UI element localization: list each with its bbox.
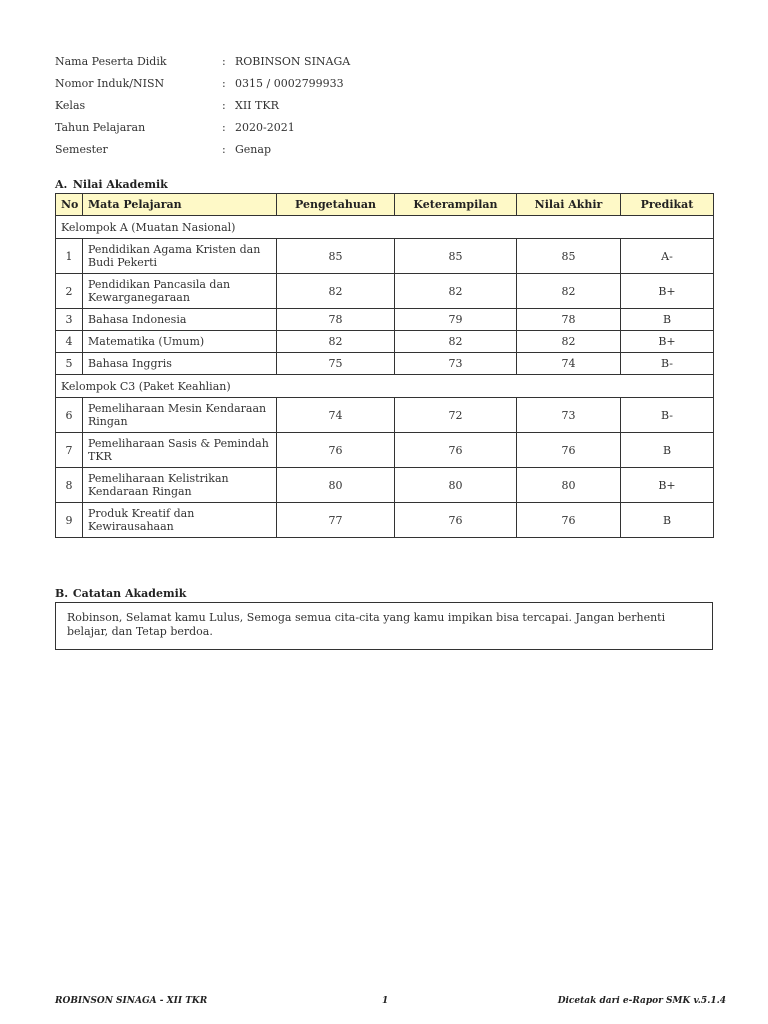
row-subject: Bahasa Inggris xyxy=(83,353,277,375)
field-separator: : xyxy=(222,77,226,90)
group-row xyxy=(56,216,714,239)
row-subject: Pemeliharaan Sasis & Pemindah TKR xyxy=(83,433,277,468)
field-label: Nomor Induk/NISN xyxy=(55,77,165,90)
row-final: 85 xyxy=(517,239,621,274)
row-final: 82 xyxy=(517,274,621,309)
row-subject: Pemeliharaan Mesin Kendaraan Ringan xyxy=(83,398,277,433)
row-knowledge: 82 xyxy=(277,331,395,353)
row-knowledge: 80 xyxy=(277,468,395,503)
field-separator: : xyxy=(222,143,226,156)
group-name: Kelompok C3 (Paket Keahlian) xyxy=(56,375,714,398)
field-separator: : xyxy=(222,121,226,134)
row-predicate: B+ xyxy=(621,331,714,353)
group-row xyxy=(56,375,714,398)
row-predicate: B xyxy=(621,433,714,468)
row-predicate: B xyxy=(621,309,714,331)
row-no: 2 xyxy=(56,274,83,309)
table-row xyxy=(56,398,714,433)
row-knowledge: 75 xyxy=(277,353,395,375)
grades-table xyxy=(55,193,714,538)
row-knowledge: 76 xyxy=(277,433,395,468)
row-final: 76 xyxy=(517,433,621,468)
section-label: Nilai Akademik xyxy=(72,178,168,191)
row-final: 78 xyxy=(517,309,621,331)
row-predicate: B- xyxy=(621,398,714,433)
row-subject: Pendidikan Pancasila dan Kewarganegaraan xyxy=(83,274,277,309)
table-row xyxy=(56,503,714,538)
field-value: XII TKR xyxy=(235,99,279,112)
row-knowledge: 82 xyxy=(277,274,395,309)
table-row xyxy=(56,309,714,331)
field-value: 2020-2021 xyxy=(235,121,295,134)
footer-printed-by: Dicetak dari e-Rapor SMK v.5.1.4 xyxy=(557,996,726,1006)
header-no: No xyxy=(56,194,83,216)
section-b-title xyxy=(55,587,186,600)
row-subject: Matematika (Umum) xyxy=(83,331,277,353)
field-value: 0315 / 0002799933 xyxy=(235,77,344,90)
table-row xyxy=(56,353,714,375)
field-separator: : xyxy=(222,55,226,68)
section-number: A. xyxy=(55,178,68,191)
field-student-name xyxy=(55,54,350,76)
student-identity xyxy=(55,54,350,164)
table-row xyxy=(56,274,714,309)
row-final: 80 xyxy=(517,468,621,503)
table-row xyxy=(56,331,714,353)
row-predicate: A- xyxy=(621,239,714,274)
row-no: 1 xyxy=(56,239,83,274)
row-skill: 82 xyxy=(395,274,517,309)
field-school-year xyxy=(55,120,350,142)
table-header-row xyxy=(56,194,714,216)
header-predicate: Predikat xyxy=(621,194,714,216)
field-semester xyxy=(55,142,350,164)
header-knowledge: Pengetahuan xyxy=(277,194,395,216)
row-skill: 79 xyxy=(395,309,517,331)
field-value: Genap xyxy=(235,143,271,156)
field-class xyxy=(55,98,350,120)
field-student-id xyxy=(55,76,350,98)
row-subject: Produk Kreatif dan Kewirausahaan xyxy=(83,503,277,538)
footer-student: ROBINSON SINAGA - XII TKR xyxy=(55,996,208,1006)
row-subject: Bahasa Indonesia xyxy=(83,309,277,331)
field-label: Tahun Pelajaran xyxy=(55,121,146,134)
row-skill: 85 xyxy=(395,239,517,274)
row-no: 7 xyxy=(56,433,83,468)
header-subject: Mata Pelajaran xyxy=(83,194,277,216)
academic-note: Robinson, Selamat kamu Lulus, Semoga semua cita-cita yang kamu impikan bisa tercapai. Jangan berhenti belajar, dan Tetap berdoa. xyxy=(55,602,713,650)
row-no: 9 xyxy=(56,503,83,538)
row-subject: Pendidikan Agama Kristen dan Budi Pekerti xyxy=(83,239,277,274)
row-final: 76 xyxy=(517,503,621,538)
row-skill: 80 xyxy=(395,468,517,503)
row-final: 74 xyxy=(517,353,621,375)
table-row xyxy=(56,239,714,274)
footer-page-number: 1 xyxy=(382,996,389,1006)
row-skill: 76 xyxy=(395,433,517,468)
row-skill: 73 xyxy=(395,353,517,375)
row-final: 73 xyxy=(517,398,621,433)
field-label: Kelas xyxy=(55,99,86,112)
field-label: Semester xyxy=(55,143,108,156)
row-knowledge: 77 xyxy=(277,503,395,538)
row-knowledge: 85 xyxy=(277,239,395,274)
row-predicate: B xyxy=(621,503,714,538)
row-no: 5 xyxy=(56,353,83,375)
header-final: Nilai Akhir xyxy=(517,194,621,216)
field-separator: : xyxy=(222,99,226,112)
section-label: Catatan Akademik xyxy=(72,587,187,600)
row-skill: 72 xyxy=(395,398,517,433)
page-footer xyxy=(55,996,726,1010)
table-row xyxy=(56,468,714,503)
group-name: Kelompok A (Muatan Nasional) xyxy=(56,216,714,239)
field-label: Nama Peserta Didik xyxy=(55,55,167,68)
row-predicate: B- xyxy=(621,353,714,375)
row-predicate: B+ xyxy=(621,468,714,503)
row-no: 6 xyxy=(56,398,83,433)
row-knowledge: 78 xyxy=(277,309,395,331)
section-number: B. xyxy=(55,587,69,600)
table-row xyxy=(56,433,714,468)
row-skill: 82 xyxy=(395,331,517,353)
row-final: 82 xyxy=(517,331,621,353)
row-predicate: B+ xyxy=(621,274,714,309)
row-skill: 76 xyxy=(395,503,517,538)
field-value: ROBINSON SINAGA xyxy=(235,55,351,68)
row-no: 8 xyxy=(56,468,83,503)
row-no: 3 xyxy=(56,309,83,331)
row-knowledge: 74 xyxy=(277,398,395,433)
section-a-title xyxy=(55,178,168,191)
row-subject: Pemeliharaan Kelistrikan Kendaraan Ringan xyxy=(83,468,277,503)
header-skill: Keterampilan xyxy=(395,194,517,216)
row-no: 4 xyxy=(56,331,83,353)
